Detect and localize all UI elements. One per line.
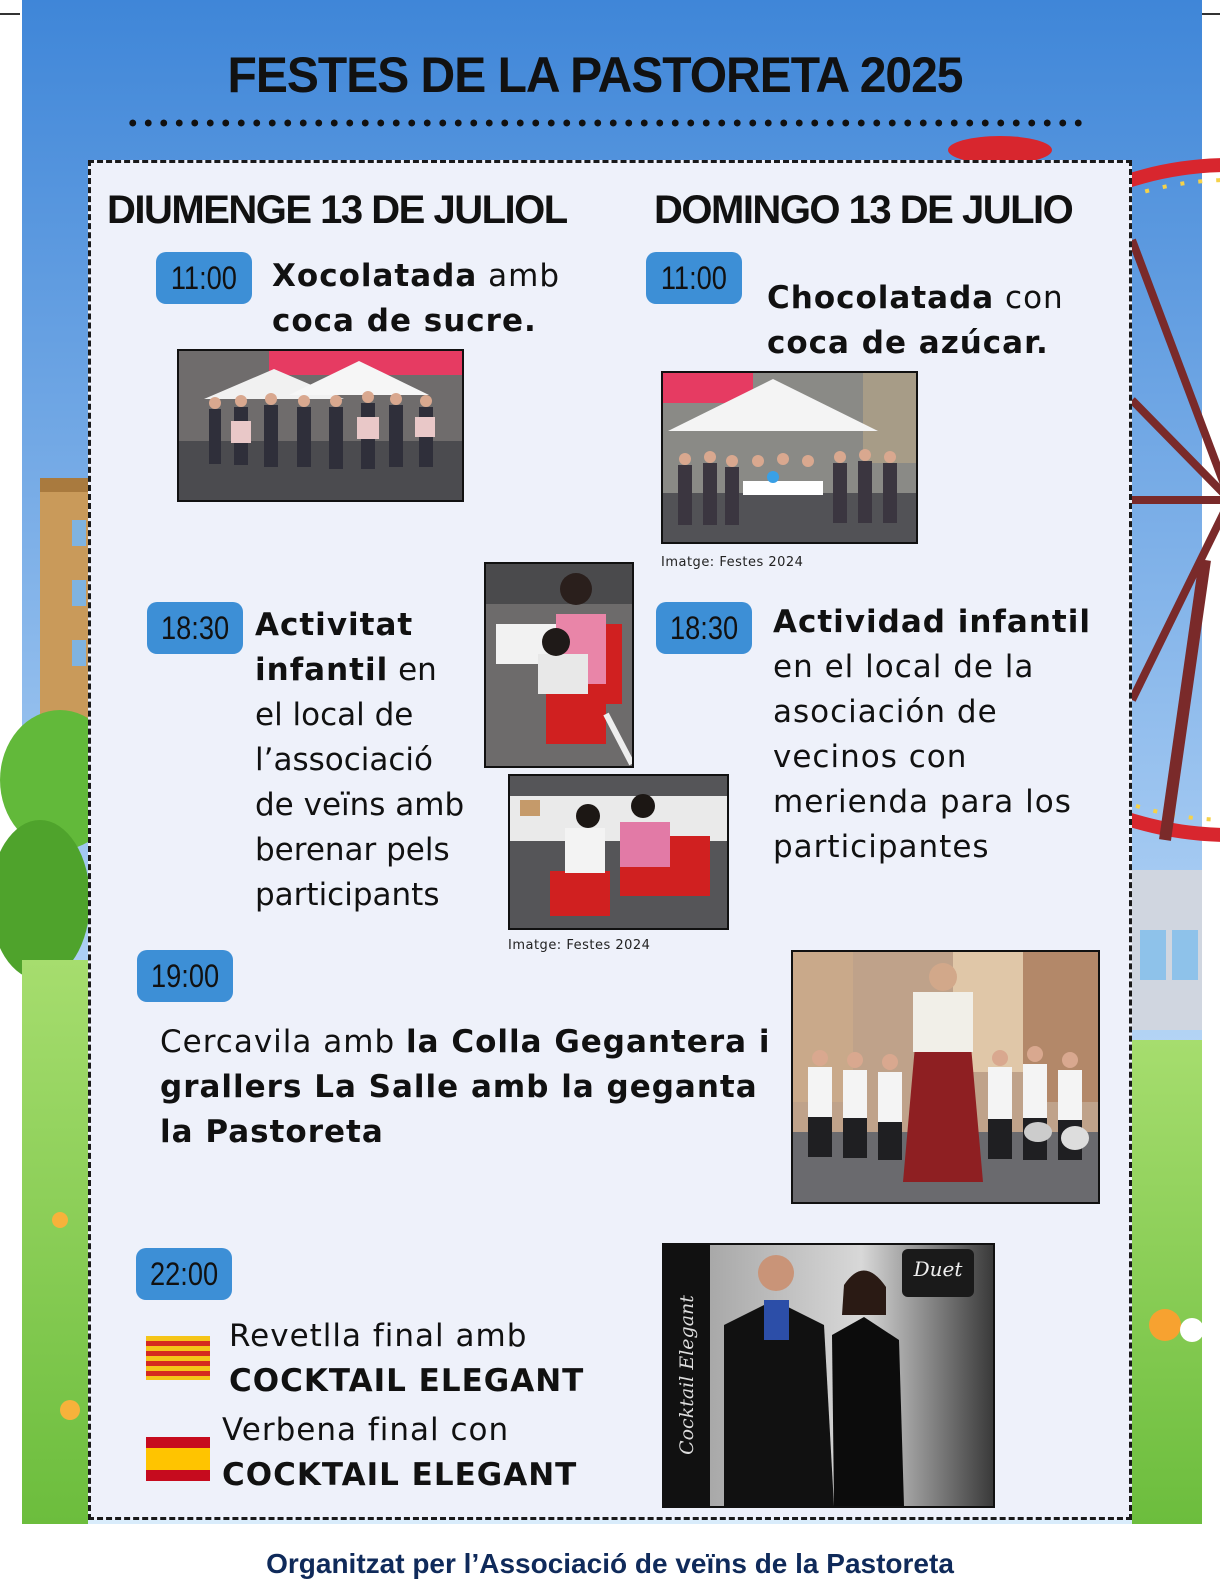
- dotted-divider: [125, 116, 1090, 130]
- duet-side-label: Cocktail Elegant: [676, 1295, 698, 1455]
- time-badge-1830-ca: 18:30: [147, 602, 243, 654]
- photo-caption-2: Imatge: Festes 2024: [508, 938, 651, 953]
- photo-cocktail-elegant-duet: [662, 1243, 995, 1508]
- time-badge-1100-es: 11:00: [646, 252, 742, 304]
- photo-chocolatada: [661, 371, 918, 544]
- duet-tag: Duet: [913, 1257, 963, 1281]
- spanish-flag-icon: [146, 1437, 210, 1481]
- day-heading-catalan: DIUMENGE 13 DE JULIOL: [107, 188, 567, 232]
- time-badge-2200: 22:00: [136, 1248, 232, 1300]
- event-verbena-spanish: Verbena final con COCKTAIL ELEGANT: [222, 1412, 578, 1493]
- photo-xocolatada: [177, 349, 464, 502]
- photo-activitat-1: [484, 562, 634, 768]
- event-xocolatada: Xocolatada amb coca de sucre.: [272, 258, 560, 339]
- photo-cercavila: [791, 950, 1100, 1204]
- day-heading-spanish: DOMINGO 13 DE JULIO: [654, 188, 1073, 232]
- footer-organizer: Organitzat per l’Associació de veïns de la Pastoreta: [266, 1548, 954, 1579]
- photo-activitat-2: [508, 774, 729, 930]
- time-badge-1830-es: 18:30: [656, 602, 752, 654]
- time-badge-1100-ca: 11:00: [156, 252, 252, 304]
- event-revetlla-catalan: Revetlla final amb COCKTAIL ELEGANT: [229, 1318, 585, 1399]
- event-actividad-infantil: Actividad infantil en el local de la asociación de vecinos con merienda para los participantes: [773, 604, 1091, 865]
- photo-caption-1: Imatge: Festes 2024: [661, 555, 804, 570]
- event-activitat-infantil: Activitat infantil en el local de l’associació de veïns amb berenar pels participants: [255, 607, 465, 913]
- poster-title: FESTES DE LA PASTORETA 2025: [227, 47, 963, 104]
- event-chocolatada: Chocolatada con coca de azúcar.: [767, 280, 1064, 361]
- catalan-flag-icon: [146, 1336, 210, 1380]
- time-badge-1900: 19:00: [137, 950, 233, 1002]
- event-cercavila: Cercavila amb la Colla Gegantera i grallers La Salle amb la geganta la Pastoreta: [160, 1024, 771, 1150]
